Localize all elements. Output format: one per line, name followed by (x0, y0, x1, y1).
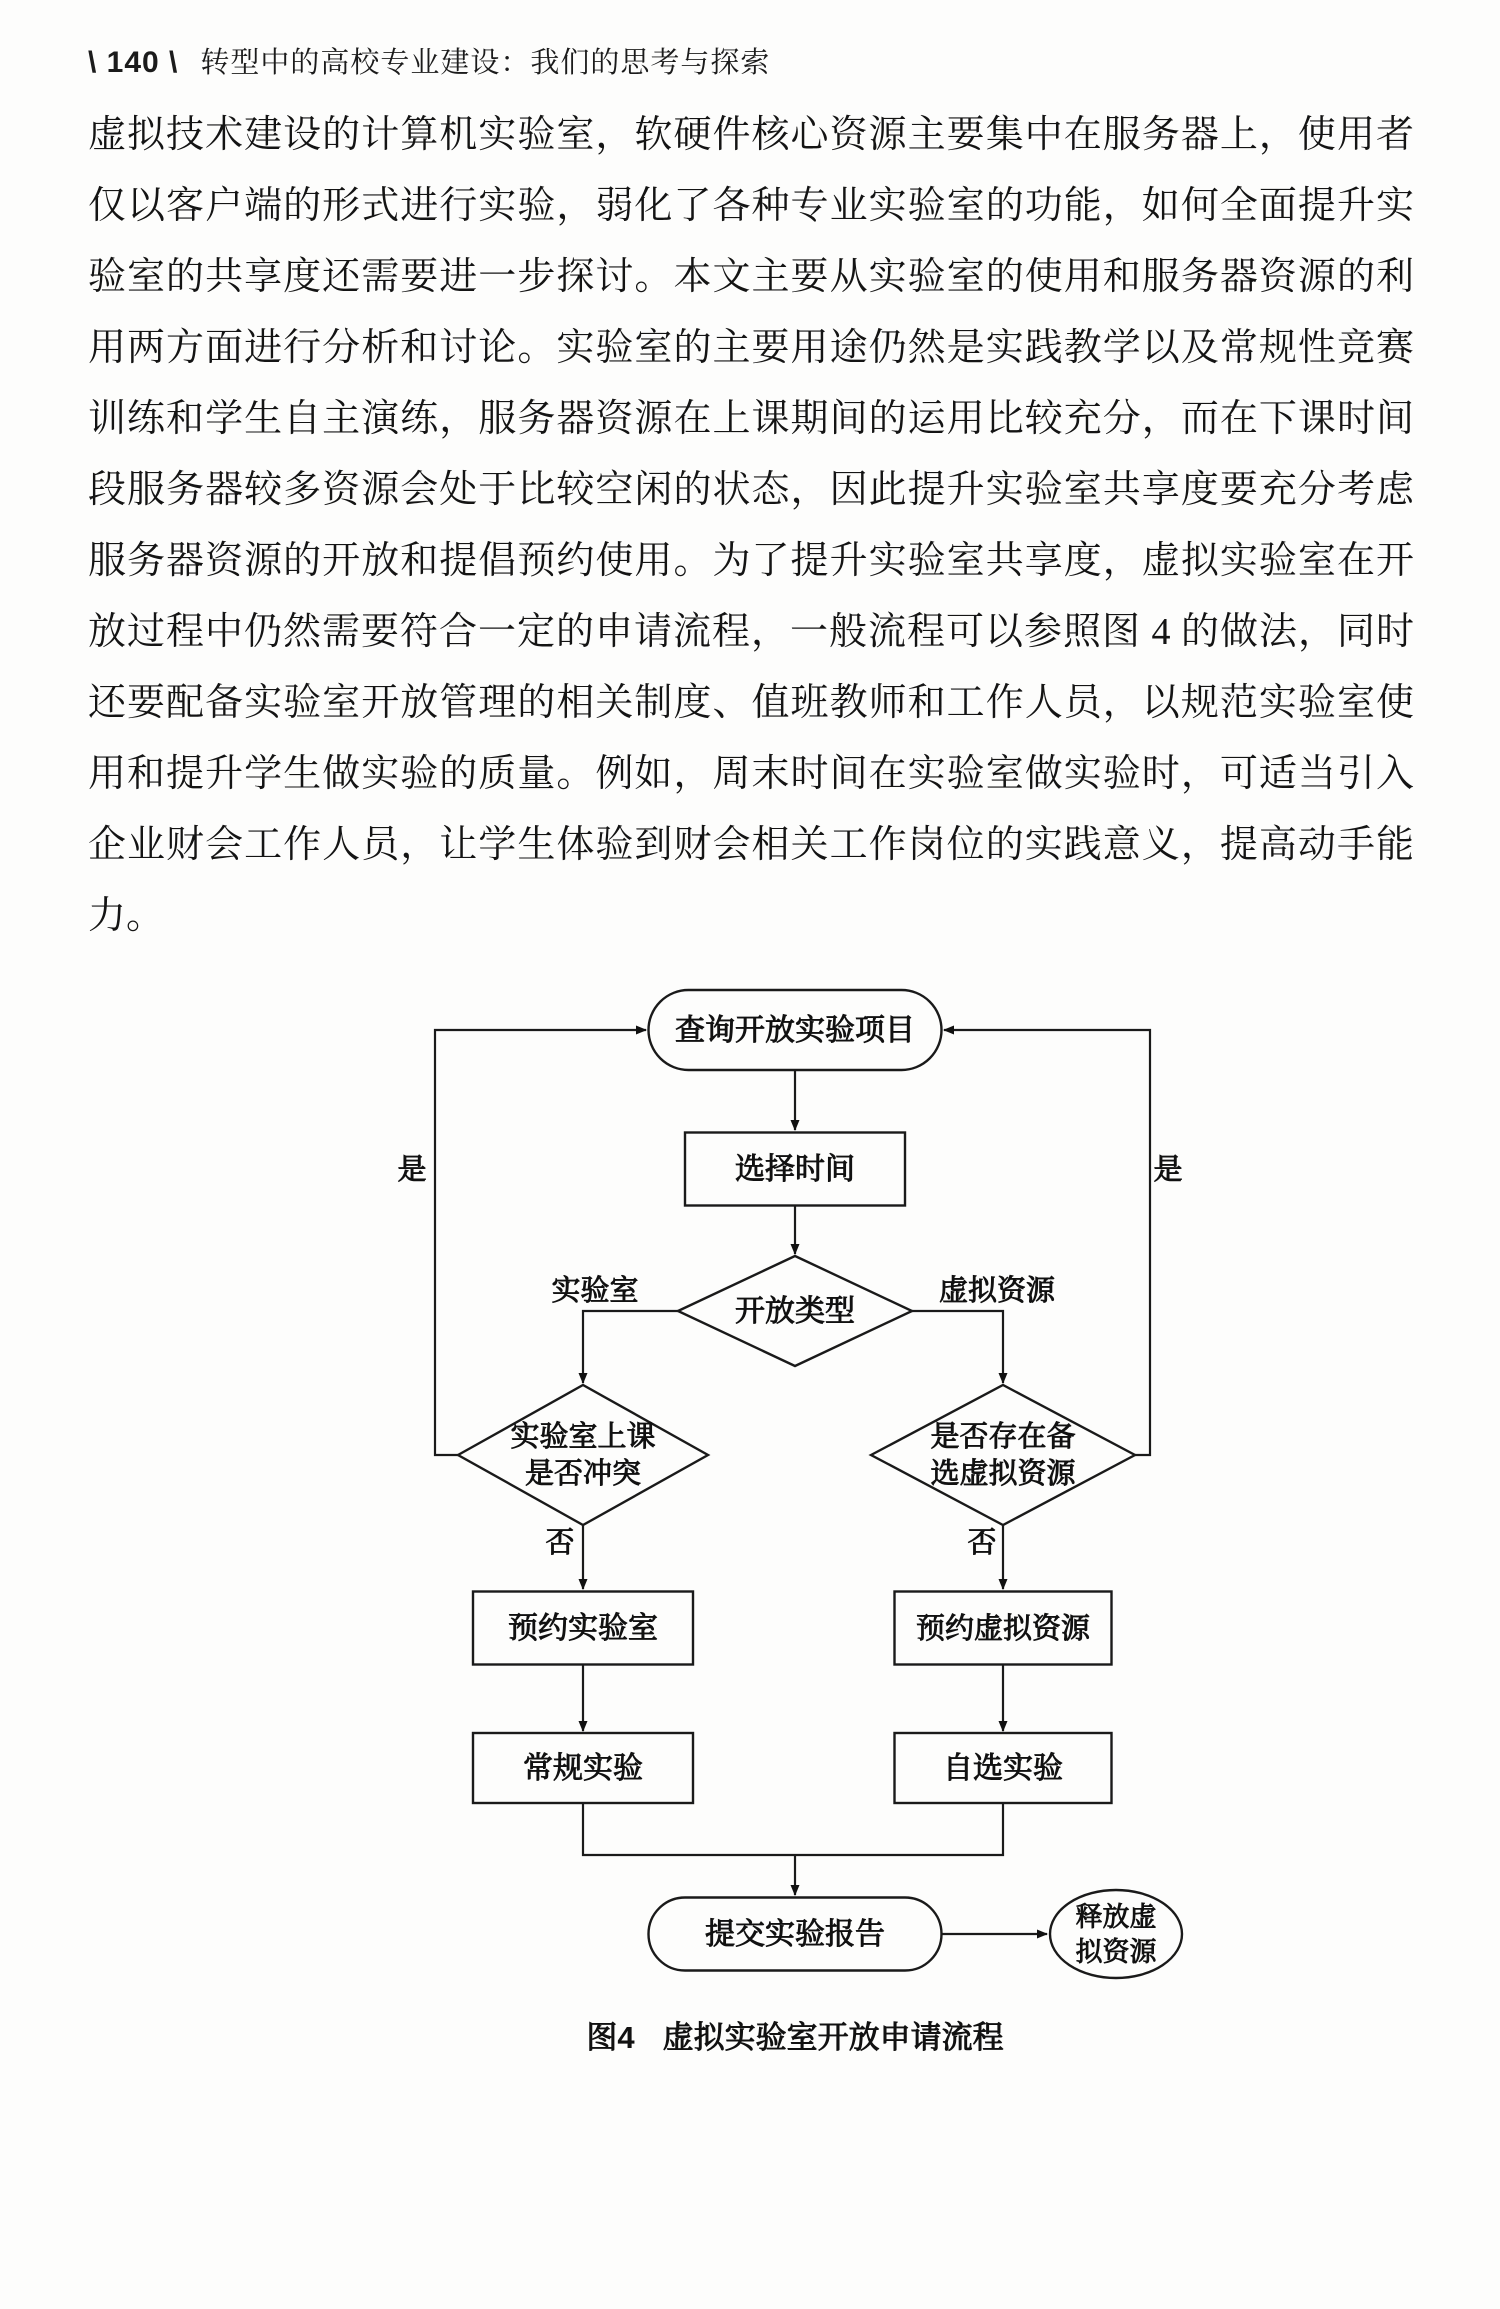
node-query-label: 查询开放实验项目 (675, 1014, 915, 1047)
node-submit-report-label: 提交实验报告 (705, 1918, 885, 1951)
flowchart-node-regular-exp (473, 1733, 693, 1803)
figure-caption-label: 图4 (586, 2020, 635, 2055)
node-virtual-backup-line2: 选虚拟资源 (930, 1458, 1076, 1490)
edge-label-no-right: 否 (967, 1527, 997, 1559)
edge-virtualbackup-yes-loop (944, 1030, 1150, 1455)
edge-opentype-to-virtualbackup (912, 1311, 1003, 1383)
flowchart-node-virtual-backup (871, 1385, 1135, 1525)
flowchart-node-select-time (685, 1133, 905, 1206)
edge-opentype-to-labconflict (583, 1311, 678, 1383)
flowchart-node-release-virtual (1050, 1890, 1182, 1978)
edge-labconflict-yes-loop (435, 1030, 646, 1455)
node-lab-conflict-line2: 是否冲突 (524, 1458, 642, 1490)
branch-label-lab: 实验室 (551, 1275, 639, 1307)
flowchart-figure (390, 980, 1200, 1990)
node-open-type-label: 开放类型 (735, 1295, 855, 1328)
node-self-exp-label: 自选实验 (943, 1752, 1063, 1785)
flowchart-node-reserve-lab (473, 1592, 693, 1665)
body-paragraph: 虚拟技术建设的计算机实验室，软硬件核心资源主要集中在服务器上，使用者仅以客户端的形式进行实验，弱化了各种专业实验室的功能，如何全面提升实验室的共享度还需要进一步探讨。本文主要从实验室的使用和服务器资源的利用两方面进行分析和讨论。实验室的主要用途仍然是实践教学以及常规性竞赛训练和学生自主演练，服务器资源在上课期间的运用比较充分，而在下课时间段服务器较多资源会处于比较空闲的状态，因此提升实验室共享度要充分考虑服务器资源的开放和提倡预约使用。为了提升实验室共享度，虚拟实验室在开放过程中仍然需要符合一定的申请流程，一般流程可以参照图 4 的做法，同时还要配备实验室开放管理的相关制度、值班教师和工作人员，以规范实验室使用和提升学生做实验的质量。例如，周末时间在实验室做实验时，可适当引入企业财会工作人员，让学生体验到财会相关工作岗位的实践意义，提高动手能力。 (88, 114, 1414, 937)
node-select-time-label: 选择时间 (735, 1153, 855, 1186)
flowchart-node-self-exp (895, 1733, 1112, 1803)
figure-caption-title: 虚拟实验室开放申请流程 (662, 2020, 1004, 2055)
edge-label-yes-left: 是 (397, 1154, 427, 1186)
figure-caption (390, 2012, 1200, 2057)
flowchart-node-reserve-virtual (895, 1592, 1112, 1665)
node-release-line1: 释放虚 (1075, 1902, 1157, 1932)
flowchart-node-lab-conflict (458, 1385, 708, 1525)
page-number-marker: \ 140 \ (88, 46, 179, 79)
node-reserve-virtual-label: 预约虚拟资源 (915, 1613, 1091, 1645)
flowchart-node-submit-report (649, 1898, 942, 1971)
book-title: 转型中的高校专业建设：我们的思考与探索 (200, 47, 771, 79)
node-lab-conflict-line1: 实验室上课 (510, 1421, 656, 1453)
page-header (88, 40, 770, 81)
flowchart-node-open-type (678, 1256, 912, 1366)
node-reserve-lab-label: 预约实验室 (508, 1612, 658, 1645)
edge-label-no-left: 否 (545, 1527, 575, 1559)
node-regular-exp-label: 常规实验 (523, 1752, 643, 1785)
node-virtual-backup-line1: 是否存在备 (930, 1421, 1076, 1453)
branch-label-virtual: 虚拟资源 (938, 1275, 1056, 1307)
edge-merge-connector (583, 1803, 1003, 1855)
edge-label-yes-right: 是 (1153, 1154, 1183, 1186)
flowchart-node-query (649, 990, 942, 1070)
node-release-line2: 拟资源 (1075, 1937, 1157, 1967)
